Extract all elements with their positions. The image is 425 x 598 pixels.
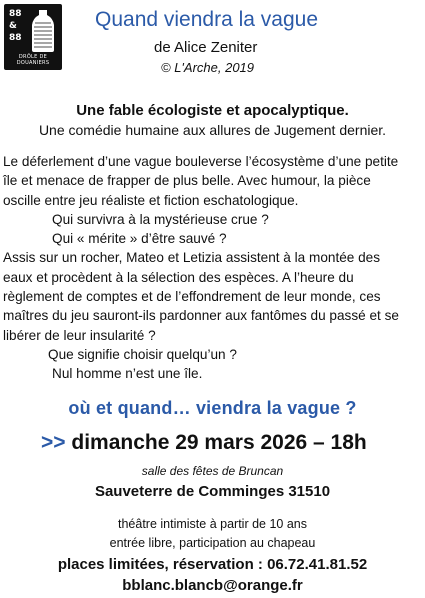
play-author: de Alice Zeniter <box>154 39 258 56</box>
event-date-text: dimanche 29 mars 2026 – 18h <box>71 431 367 454</box>
synopsis-line: Assis sur un rocher, Mateo et Letizia assistent à la montée des <box>3 250 381 266</box>
synopsis-question: Que signifie choisir quelqu’un ? <box>48 346 237 362</box>
logo-caption: DRÔLE DE DOUANIERS <box>16 54 50 66</box>
logo-mark-mid: & <box>9 21 17 31</box>
headline: Une fable écologiste et apocalyptique. <box>76 102 349 119</box>
contact-email-link[interactable]: bblanc.blancb@orange.fr <box>122 577 303 594</box>
synopsis-line: oscille entre jeu réaliste et fiction eschatologique. <box>3 192 299 208</box>
entry-info: entrée libre, participation au chapeau <box>109 536 316 550</box>
publisher-credit: © L'Arche, 2019 <box>161 60 255 75</box>
synopsis-question: Qui « mérite » d’être sauvé ? <box>52 231 227 247</box>
bottle-icon <box>30 9 56 53</box>
subheadline: Une comédie humaine aux allures de Jugement dernier. <box>38 122 387 138</box>
audience-info: théâtre intimiste à partir de 10 ans <box>118 517 307 531</box>
synopsis-closing: Nul homme n’est une île. <box>52 366 203 382</box>
synopsis-line: île et menace de frapper de plus belle. Avec humour, la pièce <box>3 173 371 189</box>
double-arrow-icon: >> <box>41 431 66 454</box>
event-heading: où et quand… viendra la vague ? <box>68 398 357 418</box>
synopsis-line: maîtres du jeu sauront-ils pardonner aux fantômes du passé et se <box>3 308 399 324</box>
event-date <box>41 431 367 455</box>
logo-mark-bottom: 88 <box>9 33 22 43</box>
reservation-phone[interactable]: places limitées, réservation : 06.72.41.81.52 <box>57 556 368 573</box>
synopsis-line: libérer de leur insularité ? <box>3 327 156 343</box>
event-town: Sauveterre de Comminges 31510 <box>94 483 331 500</box>
synopsis-line: eaux et procèdent à la sélection des espèces. A l’heure du <box>3 269 354 285</box>
synopsis-line: règlement de comptes et de l’effondrement de leur monde, ces <box>3 289 381 305</box>
play-title: Quand viendra la vague <box>95 8 318 31</box>
synopsis <box>3 152 423 384</box>
logo-mark-top: 88 <box>9 9 22 19</box>
event-venue: salle des fêtes de Bruncan <box>141 464 284 478</box>
synopsis-question: Qui survivra à la mystérieuse crue ? <box>52 211 269 227</box>
theatre-company-logo <box>4 4 62 70</box>
synopsis-line: Le déferlement d’une vague bouleverse l’écosystème d’une petite <box>3 154 399 169</box>
